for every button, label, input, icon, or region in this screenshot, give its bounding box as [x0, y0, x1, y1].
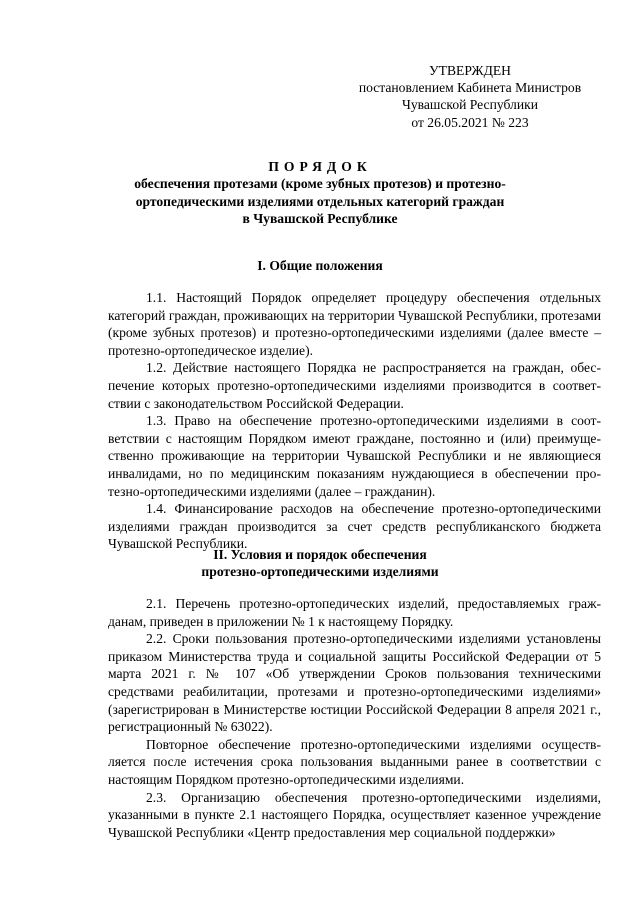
approval-title: УТВЕРЖДЕН: [429, 63, 511, 78]
paragraph-2-1: 2.1. Перечень протезно-ортопедических изделий, предоставляемых гражданам, приведен в приложении № 1 к настоящему Порядку.: [108, 596, 601, 629]
section-2-heading-line-1: II. Условия и порядок обеспечения: [213, 547, 427, 562]
section-1-heading: [108, 257, 532, 274]
approval-republic: Чувашской Республики: [402, 97, 538, 113]
paragraph-1-3: 1.3. Право на обеспечение протезно-ортопедическими изделиями в соответствии с настоящим Порядком имеют граждане, постоянно и (или) преимущественно проживающие на территории Чувашской Республики и не являющиеся инвалидами, но по медицинским показаниям нуждающиеся в обеспечении протезно-ортопедическими изделиями (далее – гражданин).: [108, 413, 601, 499]
paragraph-1-1: 1.1. Настоящий Порядок определяет процедуру обеспечения отдельных категорий граждан, проживающих на территории Чувашской Республики, протезами (кроме зубных протезов) и протезно-ортопедическими изделиями (далее вместе – протезно-ортопедическое изделие).: [108, 290, 601, 358]
title-line-3: в Чувашской Республике: [242, 211, 398, 227]
section-2-heading: [108, 546, 532, 581]
approval-date-number: от 26.05.2021 № 223: [411, 114, 529, 130]
section-2-heading-line-2: протезно-ортопедическими изделиями: [201, 564, 439, 580]
section-2-body: [108, 595, 601, 841]
title-main: ПОРЯДОК: [268, 159, 372, 174]
section-1-body: [108, 289, 601, 553]
paragraph-1-4: 1.4. Финансирование расходов на обеспечение протезно-ортопедическими изделиями граждан производится за счет средств республиканского бюджета Чувашской Республики.: [108, 501, 601, 552]
paragraph-2-2-repeat: Повторное обеспечение протезно-ортопедическими изделиями осуществляется после истечения срока пользования выданными ранее в соответствии с настоящим Порядком протезно-ортопедическими изделиями.: [108, 736, 601, 787]
paragraph-1-2: 1.2. Действие настоящего Порядка не распространяется на граждан, обеспечение которых протезно-ортопедическими изделиями производится в соответствии с законодательством Российской Федерации.: [108, 360, 601, 411]
title-line-2: ортопедическими изделиями отдельных категорий граждан: [135, 193, 505, 209]
section-1-heading-text: I. Общие положения: [257, 258, 383, 273]
approval-authority: постановлением Кабинета Министров: [358, 80, 582, 96]
paragraph-2-3: 2.3. Организацию обеспечения протезно-ортопедическими изделиями, указанными в пункте 2.1 настоящего Порядка, осуществляет казенное учреждение Чувашской Республики «Центр предоставления мер социальной поддержки»: [108, 789, 601, 840]
title-line-1: обеспечения протезами (кроме зубных протезов) и протезно-: [134, 176, 506, 192]
document-title: [118, 158, 522, 228]
approval-stamp: [330, 62, 610, 131]
paragraph-2-2: 2.2. Сроки пользования протезно-ортопедическими изделиями установлены приказом Министерства труда и социальной защиты Российской Федерации от 5 марта 2021 г. № 107 «Об утверждении Сроков пользования техническими средствами реабилитации, протезами и протезно-ортопедическими изделиями» (зарегистрирован в Министерстве юстиции Российской Федерации 8 апреля 2021 г., регистрационный № 63022).: [108, 631, 601, 735]
